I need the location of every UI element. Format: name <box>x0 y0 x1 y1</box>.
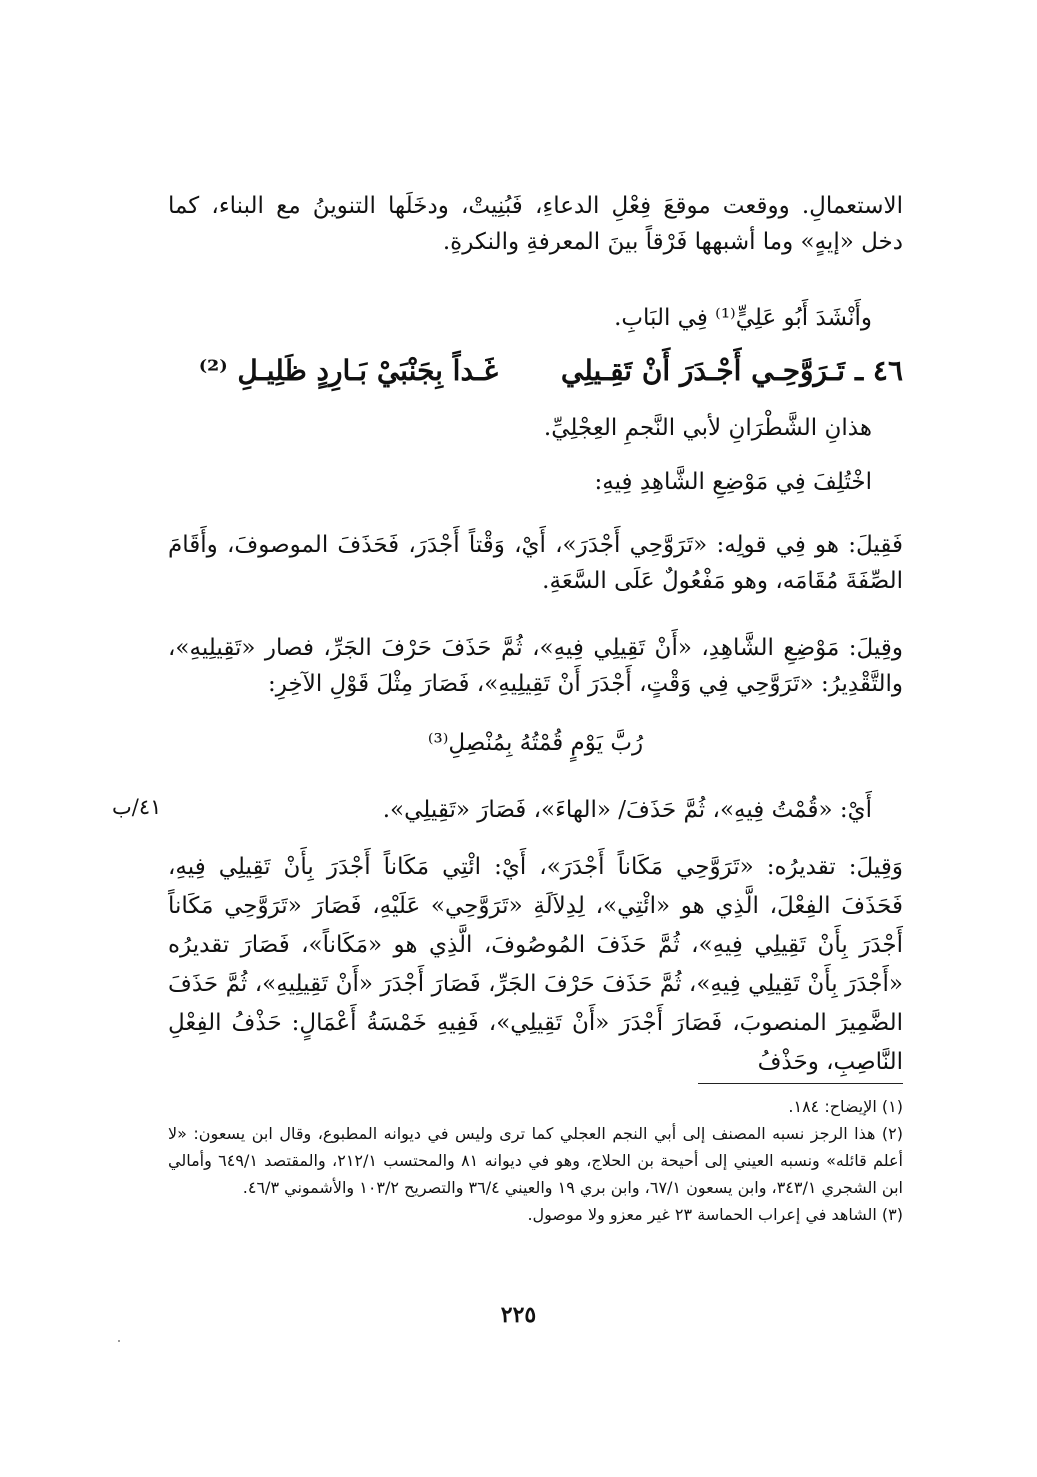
verse-number: ٤٦ ـ <box>854 354 903 387</box>
paragraph-3: هذانِ الشَّطْرَانِ لأبي النَّجمِ العِجْلِيِّ. <box>543 415 872 441</box>
scan-speck <box>118 1340 120 1342</box>
paragraph-6: وقِيلَ: مَوْضِعِ الشَّاهِدِ، «أَنْ تَقِيلِي فِيهِ»، ثُمَّ حَذَفَ حَرْفَ الجَرِّ، فصار «تَقِيلِيهِ»، والتَّقْدِيرُ: «تَرَوَّحِي فِي وَقْتٍ، أَجْدَرَ أَنْ تَقِيلِيهِ»، فَصَارَ مِثْلَ قَوْلِ الآخِرِ: <box>168 635 903 697</box>
paragraph-4: اخْتُلِفَ فِي مَوْضِعِ الشَّاهِدِ فِيهِ: <box>594 469 872 495</box>
footnote-1: (١) الإيضاح: ١٨٤. <box>788 1097 903 1116</box>
paragraph-2: وأَنْشَدَ أَبُو عَلِيٍّ⁽¹⁾ فِي البَابِ. <box>614 305 872 331</box>
quoted-verse: رُبَّ يَوْمٍ قُمْتُهُ بِمُنْصِلِ⁽³⁾ <box>427 730 644 756</box>
paragraph-5: فَقِيلَ: هو فِي قولِه: «تَرَوَّحِي أَجْدَرَ»، أَيْ، وَقْتاً أَجْدَرَ، فَحَذَفَ الموصوفَ، وأَقَامَ الصِّفَةَ مُقَامَه، وهو مَفْعُولٌ عَلَى السَّعَةِ. <box>168 532 903 594</box>
page-number: ٢٢٥ <box>500 1302 537 1328</box>
footnotes <box>168 1093 903 1228</box>
verse-46 <box>180 348 903 394</box>
footnote-3: (٣) الشاهد في إعراب الحماسة ٢٣ غير معزو ولا موصول. <box>527 1205 903 1224</box>
manuscript-folio-note: ٤١/ب <box>112 795 162 819</box>
paragraph-1: الاستعمالِ. ووقعت موقعَ فِعْلِ الدعاءِ، فَبُنِيتْ، ودخَلَها التنوينُ مع البناء، كما دخل «إيهٍ» وما أشبهها فَرْقاً بينَ المعرفةِ والنكرةِ. <box>168 193 903 255</box>
paragraph-9: وَقِيلَ: تقديرُه: «تَرَوَّحِي مَكَاناً أَجْدَرَ»، أَيْ: ائْتِي مَكَاناً أَجْدَرَ بِأَنْ تَقِيلِي فِيهِ، فَحَذَفَ الفِعْلَ، الَّذِي هو «ائْتِي»، لِدِلاَلَةِ «تَرَوَّحِي» عَلَيْهِ، فَصَارَ «تَرَوَّحِي مَكَاناً أَجْدَرَ بِأَنْ تَقِيلِي فِيهِ»، ثُمَّ حَذَفَ المُوصُوفَ، الَّذِي هو «مَكَاناً»، فَصَارَ تقديرُه «أَجْدَرَ بِأَنْ تَقِيلِي فِيهِ»، ثُمَّ حَذَفَ حَرْفَ الجَرِّ، فَصَارَ أَجْدَرَ «أَنْ تَقِيلِيهِ»، ثُمَّ حَذَفَ الضَّمِيرَ المنصوبَ، فَصَارَ أَجْدَرَ «أَنْ تَقِيلِي»، فَفِيهِ خَمْسَةُ أَعْمَالٍ: حَذْفُ الفِعْلِ النَّاصِبِ، وحَذْفُ <box>168 854 903 1075</box>
footnote-divider <box>698 1083 903 1084</box>
verse-hemistich-2: غَـداً بِجَنْبَيْ بَـارِدٍ ظَلِيـلِ ⁽²⁾ <box>198 354 498 387</box>
footnote-2: (٢) هذا الرجز نسبه المصنف إلى أبي النجم العجلي كما ترى وليس في ديوانه المطبوع، وقال ابن يسعون: «لا أعلم قائله» ونسبه العيني إلى أحيحة بن الحلاج، وهو في ديوانه ٨١ والمحتسب ٢١٢/١، والمقتصد ٦٤٩/١ وأمالي ابن الشجري ٣٤٣/١، وابن يسعون ٦٧/١، وابن بري ١٩ والعيني ٣٦/٤ والتصريح ١٠٣/٢ والأشموني ٤٦/٣. <box>168 1124 904 1197</box>
paragraph-8: أَيْ: «قُمْتُ فِيهِ»، ثُمَّ حَذَفَ/ «الهاءَ»، فَصَارَ «تَقِيلِي». <box>382 797 872 823</box>
verse-hemistich-1: تَـرَوَّحِـي أَجْـدَرَ أَنْ تَقِـيلِي <box>560 354 845 387</box>
